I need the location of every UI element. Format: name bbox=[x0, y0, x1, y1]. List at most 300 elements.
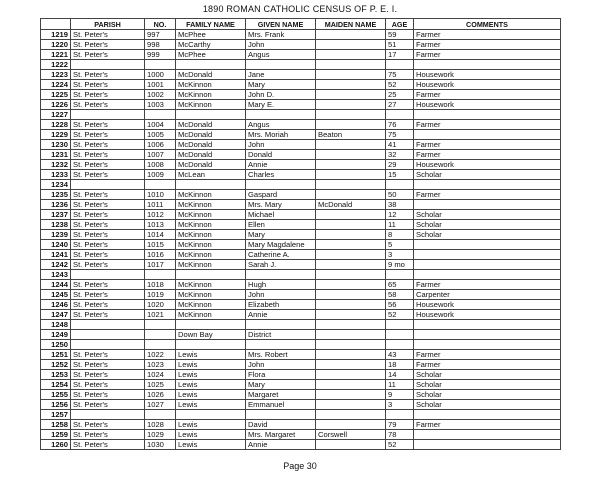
cell-row-number: 1240 bbox=[41, 240, 71, 250]
cell-given-name bbox=[246, 60, 316, 70]
cell-comments: Farmer bbox=[414, 30, 561, 40]
cell-no: 1006 bbox=[145, 140, 176, 150]
cell-maiden-name bbox=[316, 190, 386, 200]
cell-row-number: 1229 bbox=[41, 130, 71, 140]
table-row bbox=[41, 360, 561, 370]
cell-no: 997 bbox=[145, 30, 176, 40]
cell-parish: St. Peter's bbox=[71, 120, 145, 130]
cell-maiden-name bbox=[316, 50, 386, 60]
cell-family-name: McKinnon bbox=[176, 220, 246, 230]
cell-comments: Housework bbox=[414, 100, 561, 110]
cell-maiden-name bbox=[316, 270, 386, 280]
cell-no bbox=[145, 340, 176, 350]
cell-given-name: Flora bbox=[246, 370, 316, 380]
table-row bbox=[41, 30, 561, 40]
cell-no bbox=[145, 410, 176, 420]
cell-given-name bbox=[246, 340, 316, 350]
cell-comments bbox=[414, 60, 561, 70]
cell-given-name bbox=[246, 270, 316, 280]
cell-given-name: Ellen bbox=[246, 220, 316, 230]
cell-maiden-name bbox=[316, 310, 386, 320]
cell-age bbox=[386, 340, 414, 350]
cell-family-name: McDonald bbox=[176, 140, 246, 150]
cell-age: 75 bbox=[386, 130, 414, 140]
cell-maiden-name bbox=[316, 110, 386, 120]
cell-no: 1024 bbox=[145, 370, 176, 380]
cell-given-name: Angus bbox=[246, 50, 316, 60]
cell-comments: Housework bbox=[414, 70, 561, 80]
cell-maiden-name bbox=[316, 60, 386, 70]
cell-maiden-name bbox=[316, 240, 386, 250]
table-row bbox=[41, 90, 561, 100]
cell-no: 1017 bbox=[145, 260, 176, 270]
cell-family-name: McKinnon bbox=[176, 240, 246, 250]
cell-given-name: Mary Magdalene bbox=[246, 240, 316, 250]
cell-age: 38 bbox=[386, 200, 414, 210]
cell-no: 1021 bbox=[145, 310, 176, 320]
cell-parish: St. Peter's bbox=[71, 220, 145, 230]
cell-maiden-name bbox=[316, 320, 386, 330]
cell-parish bbox=[71, 320, 145, 330]
cell-row-number: 1239 bbox=[41, 230, 71, 240]
cell-age bbox=[386, 330, 414, 340]
cell-row-number: 1246 bbox=[41, 300, 71, 310]
cell-parish: St. Peter's bbox=[71, 190, 145, 200]
cell-no bbox=[145, 330, 176, 340]
cell-age: 43 bbox=[386, 350, 414, 360]
cell-parish: St. Peter's bbox=[71, 40, 145, 50]
cell-family-name bbox=[176, 180, 246, 190]
cell-given-name: Charles bbox=[246, 170, 316, 180]
table-row bbox=[41, 200, 561, 210]
cell-parish: St. Peter's bbox=[71, 210, 145, 220]
cell-age: 12 bbox=[386, 210, 414, 220]
cell-given-name: John bbox=[246, 40, 316, 50]
cell-row-number: 1225 bbox=[41, 90, 71, 100]
cell-maiden-name bbox=[316, 400, 386, 410]
cell-family-name: Lewis bbox=[176, 440, 246, 450]
cell-comments: Farmer bbox=[414, 420, 561, 430]
cell-age: 9 mo bbox=[386, 260, 414, 270]
cell-no: 1025 bbox=[145, 380, 176, 390]
cell-no bbox=[145, 320, 176, 330]
table-row bbox=[41, 310, 561, 320]
header-comments: COMMENTS bbox=[414, 19, 561, 30]
table-row bbox=[41, 70, 561, 80]
header-row bbox=[41, 19, 561, 30]
cell-family-name: McKinnon bbox=[176, 230, 246, 240]
cell-no bbox=[145, 270, 176, 280]
cell-no: 1012 bbox=[145, 210, 176, 220]
cell-no: 1008 bbox=[145, 160, 176, 170]
cell-given-name: John bbox=[246, 140, 316, 150]
cell-given-name: Margaret bbox=[246, 390, 316, 400]
cell-age: 8 bbox=[386, 230, 414, 240]
table-row bbox=[41, 220, 561, 230]
cell-comments: Farmer bbox=[414, 350, 561, 360]
cell-row-number: 1253 bbox=[41, 370, 71, 380]
cell-comments: Farmer bbox=[414, 90, 561, 100]
table-row bbox=[41, 50, 561, 60]
table-row bbox=[41, 410, 561, 420]
cell-maiden-name: Beaton bbox=[316, 130, 386, 140]
cell-maiden-name bbox=[316, 90, 386, 100]
cell-family-name: Lewis bbox=[176, 430, 246, 440]
cell-age bbox=[386, 320, 414, 330]
cell-comments: Housework bbox=[414, 160, 561, 170]
cell-comments bbox=[414, 200, 561, 210]
cell-parish: St. Peter's bbox=[71, 230, 145, 240]
cell-no: 1026 bbox=[145, 390, 176, 400]
cell-age bbox=[386, 60, 414, 70]
table-row bbox=[41, 120, 561, 130]
cell-parish: St. Peter's bbox=[71, 420, 145, 430]
cell-age: 50 bbox=[386, 190, 414, 200]
cell-parish: St. Peter's bbox=[71, 390, 145, 400]
cell-family-name: Lewis bbox=[176, 400, 246, 410]
cell-parish: St. Peter's bbox=[71, 250, 145, 260]
cell-family-name: McKinnon bbox=[176, 280, 246, 290]
cell-age bbox=[386, 410, 414, 420]
page-title: 1890 ROMAN CATHOLIC CENSUS OF P. E. I. bbox=[202, 4, 398, 14]
cell-given-name: John D. bbox=[246, 90, 316, 100]
table-row bbox=[41, 300, 561, 310]
cell-age: 11 bbox=[386, 220, 414, 230]
cell-age bbox=[386, 110, 414, 120]
cell-row-number: 1231 bbox=[41, 150, 71, 160]
cell-no: 1019 bbox=[145, 290, 176, 300]
cell-parish bbox=[71, 270, 145, 280]
cell-no: 1004 bbox=[145, 120, 176, 130]
cell-maiden-name bbox=[316, 100, 386, 110]
cell-given-name: Sarah J. bbox=[246, 260, 316, 270]
table-row bbox=[41, 180, 561, 190]
cell-row-number: 1251 bbox=[41, 350, 71, 360]
cell-age: 56 bbox=[386, 300, 414, 310]
cell-given-name: Annie bbox=[246, 310, 316, 320]
header-row-number bbox=[41, 19, 71, 30]
cell-maiden-name bbox=[316, 280, 386, 290]
table-row bbox=[41, 40, 561, 50]
cell-comments: Scholar bbox=[414, 220, 561, 230]
cell-parish: St. Peter's bbox=[71, 160, 145, 170]
cell-parish: St. Peter's bbox=[71, 310, 145, 320]
cell-no: 1010 bbox=[145, 190, 176, 200]
cell-row-number: 1249 bbox=[41, 330, 71, 340]
cell-no: 998 bbox=[145, 40, 176, 50]
cell-family-name: McDonald bbox=[176, 120, 246, 130]
cell-no: 1003 bbox=[145, 100, 176, 110]
cell-family-name: McPhee bbox=[176, 30, 246, 40]
cell-parish: St. Peter's bbox=[71, 360, 145, 370]
cell-comments: Farmer bbox=[414, 140, 561, 150]
cell-parish bbox=[71, 340, 145, 350]
cell-age: 29 bbox=[386, 160, 414, 170]
cell-age: 52 bbox=[386, 310, 414, 320]
cell-row-number: 1224 bbox=[41, 80, 71, 90]
cell-given-name: Mary E. bbox=[246, 100, 316, 110]
cell-row-number: 1244 bbox=[41, 280, 71, 290]
cell-no bbox=[145, 180, 176, 190]
cell-age: 3 bbox=[386, 400, 414, 410]
table-row bbox=[41, 280, 561, 290]
cell-given-name: Mrs. Frank bbox=[246, 30, 316, 40]
table-row bbox=[41, 440, 561, 450]
header-maiden-name: MAIDEN NAME bbox=[316, 19, 386, 30]
cell-comments bbox=[414, 410, 561, 420]
cell-maiden-name bbox=[316, 390, 386, 400]
cell-no bbox=[145, 110, 176, 120]
table-row bbox=[41, 340, 561, 350]
cell-comments bbox=[414, 250, 561, 260]
cell-comments bbox=[414, 180, 561, 190]
cell-row-number: 1233 bbox=[41, 170, 71, 180]
cell-row-number: 1241 bbox=[41, 250, 71, 260]
cell-parish bbox=[71, 110, 145, 120]
cell-age bbox=[386, 270, 414, 280]
cell-no: 1018 bbox=[145, 280, 176, 290]
cell-parish: St. Peter's bbox=[71, 100, 145, 110]
cell-age: 52 bbox=[386, 440, 414, 450]
cell-comments: Farmer bbox=[414, 50, 561, 60]
cell-age: 14 bbox=[386, 370, 414, 380]
cell-comments: Farmer bbox=[414, 40, 561, 50]
cell-comments: Scholar bbox=[414, 380, 561, 390]
cell-family-name: Lewis bbox=[176, 360, 246, 370]
cell-maiden-name bbox=[316, 420, 386, 430]
cell-row-number: 1255 bbox=[41, 390, 71, 400]
table-row bbox=[41, 130, 561, 140]
cell-parish: St. Peter's bbox=[71, 170, 145, 180]
table-row bbox=[41, 330, 561, 340]
cell-age: 41 bbox=[386, 140, 414, 150]
cell-family-name: McKinnon bbox=[176, 90, 246, 100]
table-row bbox=[41, 370, 561, 380]
cell-given-name: John bbox=[246, 360, 316, 370]
cell-age: 27 bbox=[386, 100, 414, 110]
cell-age: 52 bbox=[386, 80, 414, 90]
cell-parish bbox=[71, 180, 145, 190]
cell-row-number: 1256 bbox=[41, 400, 71, 410]
cell-family-name: McKinnon bbox=[176, 250, 246, 260]
cell-comments bbox=[414, 430, 561, 440]
table-row bbox=[41, 170, 561, 180]
cell-family-name: McDonald bbox=[176, 130, 246, 140]
cell-age: 79 bbox=[386, 420, 414, 430]
cell-maiden-name bbox=[316, 350, 386, 360]
cell-given-name: John bbox=[246, 290, 316, 300]
cell-no: 1027 bbox=[145, 400, 176, 410]
cell-no: 1002 bbox=[145, 90, 176, 100]
cell-no: 1028 bbox=[145, 420, 176, 430]
table-row bbox=[41, 210, 561, 220]
cell-family-name: McDonald bbox=[176, 150, 246, 160]
cell-age: 78 bbox=[386, 430, 414, 440]
census-table bbox=[40, 18, 561, 450]
cell-no: 1001 bbox=[145, 80, 176, 90]
cell-maiden-name bbox=[316, 80, 386, 90]
cell-parish: St. Peter's bbox=[71, 370, 145, 380]
cell-parish: St. Peter's bbox=[71, 50, 145, 60]
cell-comments: Scholar bbox=[414, 170, 561, 180]
cell-maiden-name bbox=[316, 370, 386, 380]
cell-age: 18 bbox=[386, 360, 414, 370]
cell-row-number: 1232 bbox=[41, 160, 71, 170]
cell-no bbox=[145, 60, 176, 70]
cell-family-name: McKinnon bbox=[176, 190, 246, 200]
cell-row-number: 1220 bbox=[41, 40, 71, 50]
cell-maiden-name bbox=[316, 290, 386, 300]
cell-comments: Farmer bbox=[414, 150, 561, 160]
cell-row-number: 1222 bbox=[41, 60, 71, 70]
cell-no: 1011 bbox=[145, 200, 176, 210]
cell-row-number: 1250 bbox=[41, 340, 71, 350]
cell-no: 1005 bbox=[145, 130, 176, 140]
cell-parish: St. Peter's bbox=[71, 350, 145, 360]
cell-comments bbox=[414, 330, 561, 340]
cell-parish: St. Peter's bbox=[71, 440, 145, 450]
cell-row-number: 1227 bbox=[41, 110, 71, 120]
cell-maiden-name bbox=[316, 70, 386, 80]
cell-family-name: Lewis bbox=[176, 390, 246, 400]
cell-given-name: Mrs. Mary bbox=[246, 200, 316, 210]
cell-age: 32 bbox=[386, 150, 414, 160]
cell-family-name: McCarthy bbox=[176, 40, 246, 50]
cell-maiden-name bbox=[316, 360, 386, 370]
cell-parish: St. Peter's bbox=[71, 430, 145, 440]
cell-family-name: McLean bbox=[176, 170, 246, 180]
cell-no: 1015 bbox=[145, 240, 176, 250]
cell-comments: Scholar bbox=[414, 390, 561, 400]
cell-comments: Housework bbox=[414, 310, 561, 320]
table-row bbox=[41, 60, 561, 70]
cell-maiden-name bbox=[316, 180, 386, 190]
cell-maiden-name bbox=[316, 330, 386, 340]
cell-age: 58 bbox=[386, 290, 414, 300]
cell-given-name: Catherine A. bbox=[246, 250, 316, 260]
cell-parish: St. Peter's bbox=[71, 280, 145, 290]
cell-row-number: 1247 bbox=[41, 310, 71, 320]
table-row bbox=[41, 190, 561, 200]
cell-age: 59 bbox=[386, 30, 414, 40]
cell-row-number: 1238 bbox=[41, 220, 71, 230]
cell-family-name: McDonald bbox=[176, 160, 246, 170]
cell-parish: St. Peter's bbox=[71, 30, 145, 40]
cell-comments bbox=[414, 440, 561, 450]
cell-family-name: McKinnon bbox=[176, 290, 246, 300]
census-body bbox=[41, 30, 561, 450]
cell-comments bbox=[414, 240, 561, 250]
cell-no: 1016 bbox=[145, 250, 176, 260]
cell-maiden-name bbox=[316, 340, 386, 350]
cell-family-name bbox=[176, 320, 246, 330]
table-row bbox=[41, 320, 561, 330]
cell-parish: St. Peter's bbox=[71, 70, 145, 80]
cell-given-name: Jane bbox=[246, 70, 316, 80]
cell-family-name bbox=[176, 410, 246, 420]
cell-row-number: 1219 bbox=[41, 30, 71, 40]
table-row bbox=[41, 140, 561, 150]
table-row bbox=[41, 420, 561, 430]
cell-no: 1014 bbox=[145, 230, 176, 240]
cell-family-name: McPhee bbox=[176, 50, 246, 60]
cell-age: 11 bbox=[386, 380, 414, 390]
cell-comments: Farmer bbox=[414, 190, 561, 200]
header-given-name: GIVEN NAME bbox=[246, 19, 316, 30]
cell-comments bbox=[414, 320, 561, 330]
cell-age: 65 bbox=[386, 280, 414, 290]
header-no: NO. bbox=[145, 19, 176, 30]
cell-age: 15 bbox=[386, 170, 414, 180]
header-parish: PARISH bbox=[71, 19, 145, 30]
cell-comments: Housework bbox=[414, 300, 561, 310]
cell-given-name: Mary bbox=[246, 380, 316, 390]
cell-row-number: 1248 bbox=[41, 320, 71, 330]
cell-row-number: 1243 bbox=[41, 270, 71, 280]
cell-family-name: McDonald bbox=[176, 70, 246, 80]
cell-maiden-name: McDonald bbox=[316, 200, 386, 210]
table-row bbox=[41, 260, 561, 270]
cell-parish bbox=[71, 330, 145, 340]
cell-maiden-name bbox=[316, 150, 386, 160]
cell-maiden-name: Corswell bbox=[316, 430, 386, 440]
cell-given-name: Annie bbox=[246, 160, 316, 170]
cell-given-name bbox=[246, 320, 316, 330]
table-row bbox=[41, 160, 561, 170]
cell-row-number: 1257 bbox=[41, 410, 71, 420]
cell-given-name bbox=[246, 410, 316, 420]
cell-given-name: Mrs. Moriah bbox=[246, 130, 316, 140]
cell-maiden-name bbox=[316, 40, 386, 50]
cell-family-name: Lewis bbox=[176, 350, 246, 360]
table-row bbox=[41, 290, 561, 300]
cell-given-name: Hugh bbox=[246, 280, 316, 290]
cell-given-name: Annie bbox=[246, 440, 316, 450]
cell-given-name: District bbox=[246, 330, 316, 340]
table-row bbox=[41, 390, 561, 400]
cell-row-number: 1259 bbox=[41, 430, 71, 440]
cell-parish bbox=[71, 60, 145, 70]
cell-no: 1007 bbox=[145, 150, 176, 160]
cell-parish: St. Peter's bbox=[71, 90, 145, 100]
cell-parish: St. Peter's bbox=[71, 130, 145, 140]
cell-maiden-name bbox=[316, 380, 386, 390]
cell-no: 1013 bbox=[145, 220, 176, 230]
cell-given-name: Michael bbox=[246, 210, 316, 220]
cell-no: 1020 bbox=[145, 300, 176, 310]
cell-maiden-name bbox=[316, 250, 386, 260]
cell-age: 5 bbox=[386, 240, 414, 250]
cell-maiden-name bbox=[316, 230, 386, 240]
cell-no: 999 bbox=[145, 50, 176, 60]
cell-comments: Farmer bbox=[414, 360, 561, 370]
cell-comments: Scholar bbox=[414, 370, 561, 380]
cell-family-name: McKinnon bbox=[176, 100, 246, 110]
cell-given-name: Mrs. Margaret bbox=[246, 430, 316, 440]
cell-row-number: 1223 bbox=[41, 70, 71, 80]
cell-parish: St. Peter's bbox=[71, 300, 145, 310]
cell-given-name: David bbox=[246, 420, 316, 430]
cell-maiden-name bbox=[316, 440, 386, 450]
cell-comments: Scholar bbox=[414, 210, 561, 220]
table-row bbox=[41, 400, 561, 410]
cell-parish: St. Peter's bbox=[71, 200, 145, 210]
table-row bbox=[41, 80, 561, 90]
cell-age: 76 bbox=[386, 120, 414, 130]
cell-row-number: 1237 bbox=[41, 210, 71, 220]
cell-family-name: McKinnon bbox=[176, 300, 246, 310]
cell-no: 1009 bbox=[145, 170, 176, 180]
